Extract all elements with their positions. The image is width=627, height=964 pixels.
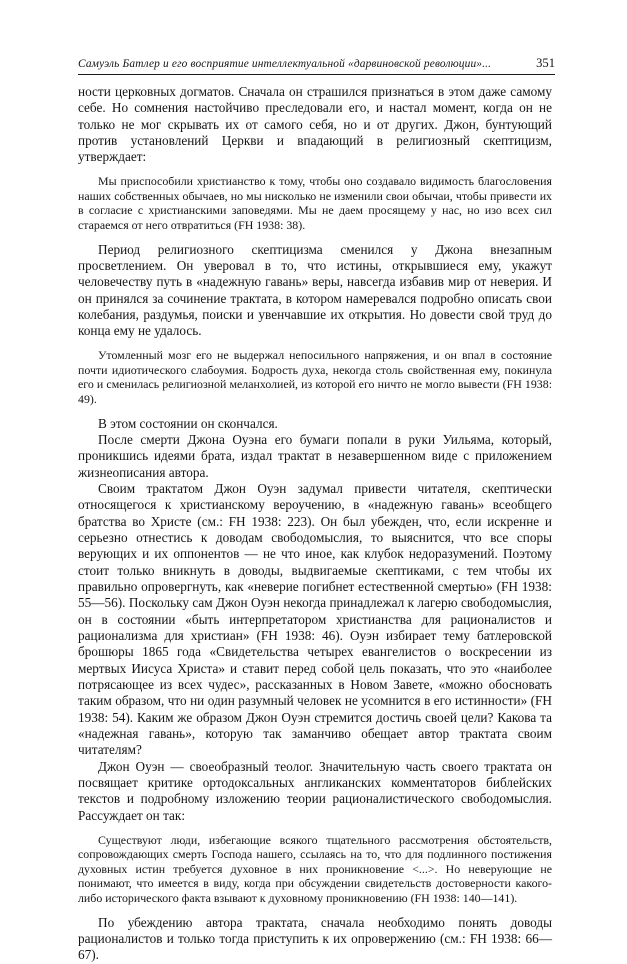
- paragraph-body: Своим трактатом Джон Оуэн задумал привести читателя, скептически относящегося к христианскому вероучению, в «надежную гавань» всеобщего братства во Христе (см.: FH 1938: 223). Он был убежден, что, если искренне и серьезно отнестись к доводам свободомыслия, то выяснится, что все споры верующих и их оппонентов — не что иное, как клубок недоразумений. Поэтому стоит только вникнуть в доводы, выдвигаемые скептиками, с тем чтобы их правильно опровергнуть, как «неверие погибнет естественной смертью» (FH 1938: 55—56). Поскольку сам Джон Оуэн некогда принадлежал к лагерю свободомыслия, он в состоянии «быть интерпретатором христианства для рационалистов и рационализма для христиан» (FH 1938: 46). Оуэн избирает тему батлеровской брошюры 1865 года «Свидетельства четырех евангелистов о воскресении из мертвых Иисуса Христа» и ставит перед собой цель показать, что это «наиболее потрясающее из всех чудес», рассказанных в Новом Завете, «можно обосновать таким образом, что ни один разумный человек не усомнится в его истинности» (FH 1938: 54). Каким же образом Джон Оуэн стремится достичь своей цели? Какова та «надежная гавань», которую так заманчиво обещает автор трактата своим читателям?: [78, 480, 552, 758]
- blockquote: Существуют люди, избегающие всякого тщательного рассмотрения обстоятельств, сопровождающих смерть Господа нашего, ссылаясь на то, что для подлинного постижения духовных истин требуется духовное в них проникновение <...>. Но неверующие не понимают, что имеется в виду, когда при обсуждении свидетельств достоверности какого-либо исторического факта взывают к духовному проникновению (FH 1938: 140—141).: [78, 832, 552, 905]
- text-column: [78, 84, 552, 964]
- blockquote: Утомленный мозг его не выдержал непосильного напряжения, и он впал в состояние почти идиотического слабоумия. Бодрость духа, некогда столь свойственная ему, покинула его и сменилась религиозной меланхолией, из которой его ничто не могло вывести (FH 1938: 49).: [78, 348, 552, 406]
- paragraph-body: Джон Оуэн — своеобразный теолог. Значительную часть своего трактата он посвящает критике ортодоксальных англиканских комментаторов библейских текстов и подробному изложению теории рационалистического свободомыслия. Рассуждает он так:: [78, 758, 552, 823]
- paragraph-body: ности церковных догматов. Сначала он страшился признаться в этом даже самому себе. Но сомнения настойчиво преследовали его, и настал момент, когда он не только не мог скрывать их от самого себя, но и от других. Джон, бунтующий против установлений Церкви и впадающий в религиозный скептицизм, утверждает:: [78, 84, 552, 165]
- running-head-title: Самуэль Батлер и его восприятие интеллектуальной «дарвиновской революции»...: [78, 58, 492, 70]
- paragraph-body: После смерти Джона Оуэна его бумаги попали в руки Уильяма, который, проникшись идеями брата, издал трактат в незавершенном виде с приложением жизнеописания автора.: [78, 431, 552, 480]
- page-number: 351: [536, 56, 555, 70]
- paragraph-body: Период религиозного скептицизма сменился у Джона внезапным просветлением. Он уверовал в то, что истины, открывшиеся ему, укажут человечеству путь в «надежную гавань» веры, навсегда избавив мир от неверия. И он принялся за сочинение трактата, в котором намеревался подробно описать свои колебания, раздумья, поиски и увенчавшие их открытия. Но довести свой труд до конца ему не удалось.: [78, 241, 552, 339]
- running-head: [78, 56, 555, 75]
- paragraph-body: В этом состоянии он скончался.: [98, 415, 278, 431]
- blockquote: Мы приспособили христианство к тому, чтобы оно создавало видимость благословения наших собственных обычаев, но мы нисколько не изменили свои обычаи, чтобы привести их в согласие с христианскими заповедями. Мы не даем просящему у нас, но изо всех сил стараемся от него отвратиться (FH 1938: 38).: [78, 174, 552, 232]
- paragraph-body: По убеждению автора трактата, сначала необходимо понять доводы рационалистов и только тогда приступить к их опровержению (см.: FH 1938: 66—67).: [78, 914, 552, 963]
